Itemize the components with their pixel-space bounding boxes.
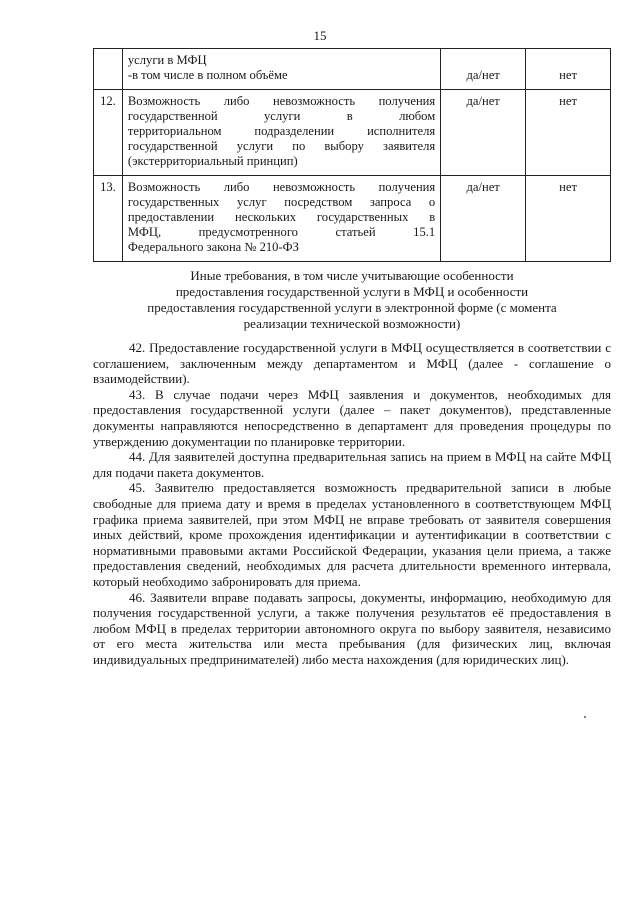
row-value-2: [526, 49, 611, 90]
table-row: [94, 90, 611, 176]
section-heading: [93, 268, 611, 332]
heading-line: Иные требования, в том числе учитывающие особенности: [190, 268, 514, 283]
description-line: МФЦ, предусмотренного статьей 15.1: [127, 225, 436, 239]
row-value-1: [441, 49, 526, 90]
description-line: Возможность либо невозможность получения: [127, 94, 436, 108]
row-value-2: нет: [526, 176, 611, 262]
description-line: (экстерриториальный принцип): [127, 154, 298, 168]
row-value-2: нет: [526, 90, 611, 176]
page-number: 15: [313, 28, 327, 43]
description-line: услуги в МФЦ: [127, 53, 207, 67]
row-value-1: да/нет: [441, 90, 526, 176]
value-text: да/нет: [466, 68, 500, 82]
heading-line: реализации технической возможности): [243, 316, 461, 331]
row-number: [94, 49, 123, 90]
paragraph-43: 43. В случае подачи через МФЦ заявления и документов, необходимых для предоставления государственной услуги (далее – пакет документов), представленные документы направляются непосредственно в департамент для проведения процедуры по утверждению документации по планировке территории.: [93, 386, 611, 449]
row-description: [122, 90, 440, 176]
row-number: 13.: [94, 176, 123, 262]
row-value-1: да/нет: [441, 176, 526, 262]
description-line: государственной услуги по выбору заявителя: [127, 139, 436, 153]
description-line: -в том числе в полном объёме: [127, 68, 288, 82]
description-line: государственных услуг посредством запроса о: [127, 195, 436, 209]
requirements-table: [93, 48, 611, 262]
scan-speck: [584, 716, 586, 718]
paragraph-44: 44. Для заявителей доступна предварительная запись на прием в МФЦ на сайте МФЦ для подачи пакета документов.: [93, 449, 611, 480]
table-row: [94, 49, 611, 90]
value-text: нет: [559, 68, 577, 82]
body-text: [93, 340, 611, 667]
description-line: предоставлении нескольких государственных в: [127, 210, 436, 224]
description-line: Федерального закона № 210-ФЗ: [127, 240, 299, 254]
row-description: [122, 176, 440, 262]
row-number: 12.: [94, 90, 123, 176]
description-line: государственной услуги в любом: [127, 109, 436, 123]
heading-line: предоставления государственной услуги в МФЦ и особенности: [175, 284, 529, 299]
paragraph-45: 45. Заявителю предоставляется возможность предварительной записи в любые свободные для приема дату и время в пределах установленного в соответствующем МФЦ графика приема заявителей, при этом МФЦ не вправе требовать от заявителя совершения иных действий, кроме прохождения идентификации и аутентификации в соответствии с нормативными правовыми актами Российской Федерации, указания цели приема, а также предоставления сведений, необходимых для расчета длительности временного интервала, который необходимо забронировать для приема.: [93, 480, 611, 589]
table-row: [94, 176, 611, 262]
heading-line: предоставления государственной услуги в электронной форме (с момента: [147, 300, 557, 315]
row-description: [122, 49, 440, 90]
paragraph-46: 46. Заявители вправе подавать запросы, документы, информацию, необходимую для получения государственной услуги, а также получения результатов её предоставления в любом МФЦ в пределах территории автономного округа по выбору заявителя, независимо от его места жительства или места пребывания (для физических лиц, включая индивидуальных предпринимателей) либо места нахождения (для юридических лиц).: [93, 589, 611, 667]
description-line: территориальном подразделении исполнителя: [127, 124, 436, 138]
description-line: Возможность либо невозможность получения: [127, 180, 436, 194]
paragraph-42: 42. Предоставление государственной услуги в МФЦ осуществляется в соответствии с соглашением, заключенным между департаментом и МФЦ (далее - соглашение о взаимодействии).: [93, 340, 611, 387]
